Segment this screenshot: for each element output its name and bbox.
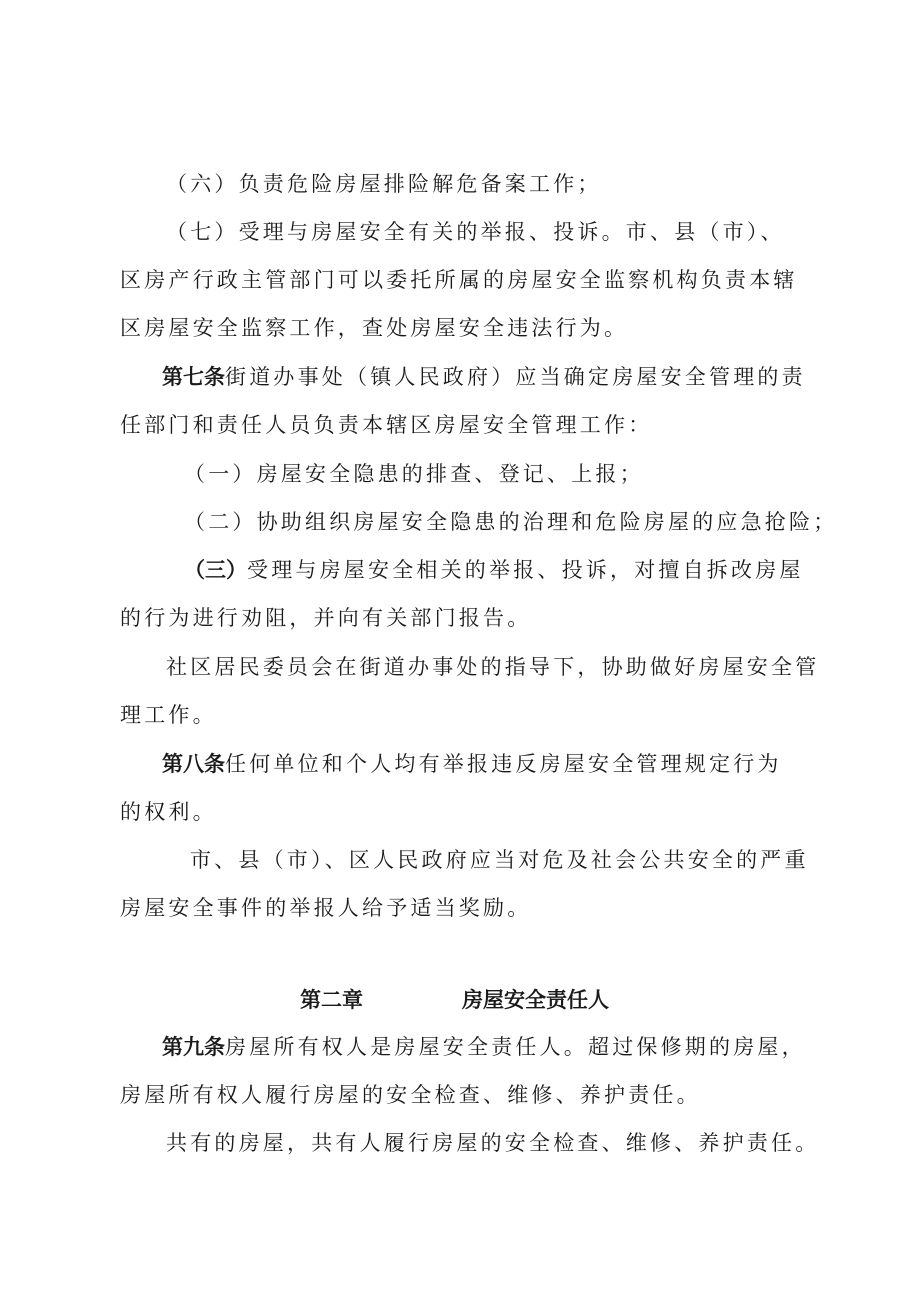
article-7-item-1: （一）房屋安全隐患的排查、登记、上报； bbox=[184, 462, 644, 486]
article-7-item-3-text-1: 受理与房屋安全相关的举报、投诉，对擅自拆改房屋 bbox=[247, 558, 804, 582]
article-7-item-3-line-1 bbox=[184, 556, 804, 584]
item-seven-line-3: 区房屋安全监察工作，查处房屋安全违法行为。 bbox=[120, 316, 629, 340]
article-7-text-1: 街道办事处（镇人民政府）应当确定房屋安全管理的责 bbox=[225, 365, 806, 389]
article-7-item-3-label: （三） bbox=[184, 558, 247, 582]
article-7-item-3-line-2: 的行为进行劝阻，并向有关部门报告。 bbox=[120, 606, 532, 630]
article-9-para-2: 共有的房屋，共有人履行房屋的安全检查、维修、养护责任。 bbox=[166, 1131, 820, 1155]
article-7-line-2: 任部门和责任人员负责本辖区房屋安全管理工作： bbox=[120, 413, 653, 437]
article-8-line-2: 的权利。 bbox=[120, 800, 217, 824]
article-9-text-1: 房屋所有权人是房屋安全责任人。超过保修期的房屋， bbox=[225, 1035, 806, 1059]
chapter-title: 房屋安全责任人 bbox=[462, 988, 609, 1012]
article-7-label: 第七条 bbox=[162, 365, 225, 389]
community-line-2: 理工作。 bbox=[120, 703, 217, 727]
article-8-para-2-line-1: 市、县（市）、区人民政府应当对危及社会公共安全的严重 bbox=[190, 848, 809, 872]
article-7-line-1 bbox=[162, 363, 806, 391]
community-line-1: 社区居民委员会在街道办事处的指导下，协助做好房屋安全管 bbox=[166, 655, 820, 679]
article-8-para-2-line-2: 房屋安全事件的举报人给予适当奖励。 bbox=[120, 896, 532, 920]
item-six: （六）负责危险房屋排险解危备案工作； bbox=[166, 172, 602, 196]
item-seven-line-2: 区房产行政主管部门可以委托所属的房屋安全监察机构负责本辖 bbox=[120, 268, 798, 292]
chapter-number: 第二章 bbox=[300, 988, 363, 1012]
article-7-item-2: （二）协助组织房屋安全隐患的治理和危险房屋的应急抢险； bbox=[184, 510, 838, 534]
article-9-line-2: 房屋所有权人履行房屋的安全检查、维修、养护责任。 bbox=[120, 1083, 701, 1107]
article-9-label: 第九条 bbox=[162, 1035, 225, 1059]
article-8-line-1 bbox=[162, 750, 782, 778]
article-8-text-1: 任何单位和个人均有举报违反房屋安全管理规定行为 bbox=[225, 752, 782, 776]
item-seven-line-1: （七）受理与房屋安全有关的举报、投诉。市、县（市）、 bbox=[166, 220, 785, 244]
article-9-line-1 bbox=[162, 1033, 806, 1061]
article-8-label: 第八条 bbox=[162, 752, 225, 776]
